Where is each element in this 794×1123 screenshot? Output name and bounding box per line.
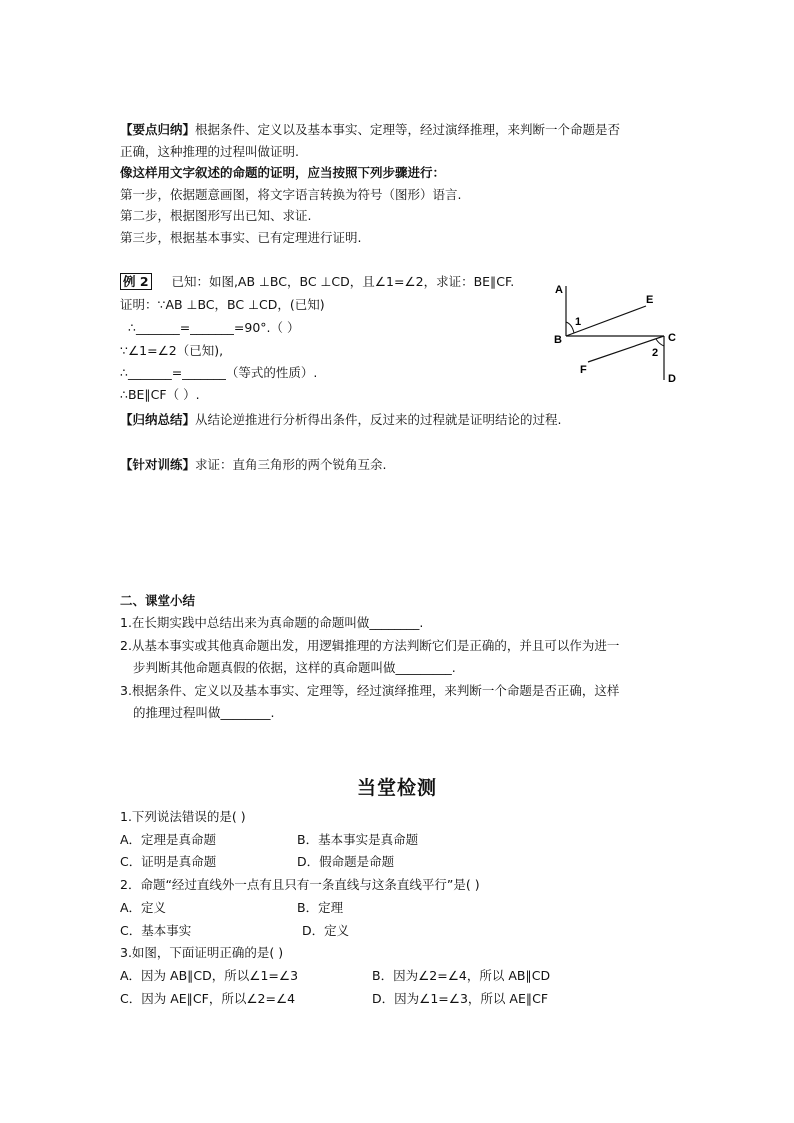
summary-item-1: 1.在长期实践中总结出来为真命题的命题叫做________. — [120, 615, 424, 630]
label-e: E — [646, 294, 654, 306]
example-given: 已知：如图,AB ⊥BC，BC ⊥CD，且∠1=∠2，求证：BE∥CF. — [171, 274, 515, 289]
example-label: 例 2 — [120, 273, 152, 290]
proof-line-2: ∴_______=_______=90°.（ ） — [128, 320, 300, 335]
q1-option-b: B．基本事实是真命题 — [297, 832, 419, 847]
label-c: C — [668, 332, 676, 344]
proof-line-5: ∴BE∥CF（ ）. — [120, 387, 200, 402]
steps-heading: 像这样用文字叙述的命题的证明，应当按照下列步骤进行： — [120, 165, 446, 180]
section2-heading: 二、课堂小结 — [120, 593, 196, 608]
q2-option-d: D．定义 — [302, 923, 350, 938]
geometry-figure — [548, 278, 688, 388]
summary-note-label: 【归纳总结】 — [120, 412, 196, 427]
q3-option-a: A．因为 AB∥CD，所以∠1=∠3 — [120, 968, 299, 983]
label-1: 1 — [575, 316, 582, 328]
angle-2-arc — [656, 339, 664, 346]
summary-note-line — [120, 411, 562, 429]
summary-item-2-cont: 步判断其他命题真假的依据，这样的真命题叫做_________. — [133, 660, 456, 675]
step-3: 第三步，根据基本事实、已有定理进行证明. — [120, 230, 362, 245]
summary-item-3-cont: 的推理过程叫做________. — [133, 705, 275, 720]
proof-line-3: ∵∠1=∠2（已知), — [120, 343, 224, 358]
q2-option-a: A．定义 — [120, 900, 167, 915]
quiz-q2: 2．命题“经过直线外一点有且只有一条直线与这条直线平行”是( ) — [120, 877, 480, 892]
q2-option-b: B．定理 — [297, 900, 344, 915]
example-given-line — [120, 273, 514, 291]
label-b: B — [554, 334, 562, 346]
key-points-line — [120, 121, 620, 139]
quiz-title: 当堂检测 — [356, 777, 437, 799]
label-a: A — [555, 284, 563, 296]
q1-option-d: D．假命题是命题 — [297, 854, 395, 869]
q1-option-a: A．定理是真命题 — [120, 832, 217, 847]
angle-1-arc — [566, 322, 574, 333]
step-2: 第二步，根据图形写出已知、求证. — [120, 208, 312, 223]
proof-line-1: 证明：∵AB ⊥BC，BC ⊥CD，(已知) — [120, 297, 325, 312]
quiz-q3: 3.如图，下面证明正确的是( ) — [120, 945, 284, 960]
label-d: D — [668, 373, 676, 385]
label-2: 2 — [652, 347, 659, 359]
key-points-text: 根据条件、定义以及基本事实、定理等，经过演绎推理，来判断一个命题是否 — [195, 122, 621, 137]
quiz-q1: 1.下列说法错误的是( ) — [120, 809, 246, 824]
q2-option-c: C．基本事实 — [120, 923, 192, 938]
label-f: F — [580, 364, 587, 376]
summary-item-3: 3.根据条件、定义以及基本事实、定理等，经过演绎推理，来判断一个命题是否正确，这样 — [120, 683, 620, 698]
key-points-text-cont: 正确，这种推理的过程叫做证明. — [120, 144, 299, 159]
key-points-label: 【要点归纳】 — [120, 122, 196, 137]
proof-line-4: ∴_______=_______（等式的性质）. — [120, 365, 318, 380]
q3-option-c: C．因为 AE∥CF，所以∠2=∠4 — [120, 991, 296, 1006]
training-text: 求证：直角三角形的两个锐角互余. — [195, 457, 387, 472]
summary-note-text: 从结论逆推进行分析得出条件，反过来的过程就是证明结论的过程. — [195, 412, 562, 427]
q3-option-b: B．因为∠2=∠4，所以 AB∥CD — [372, 968, 551, 983]
training-label: 【针对训练】 — [120, 457, 196, 472]
summary-item-2: 2.从基本事实或其他真命题出发，用逻辑推理的方法判断它们是正确的，并且可以作为进一 — [120, 638, 620, 653]
step-1: 第一步，依据题意画图，将文字语言转换为符号（图形）语言. — [120, 187, 462, 202]
q3-option-d: D．因为∠1=∠3，所以 AE∥CF — [372, 991, 549, 1006]
q1-option-c: C．证明是真命题 — [120, 854, 217, 869]
training-line — [120, 456, 387, 474]
